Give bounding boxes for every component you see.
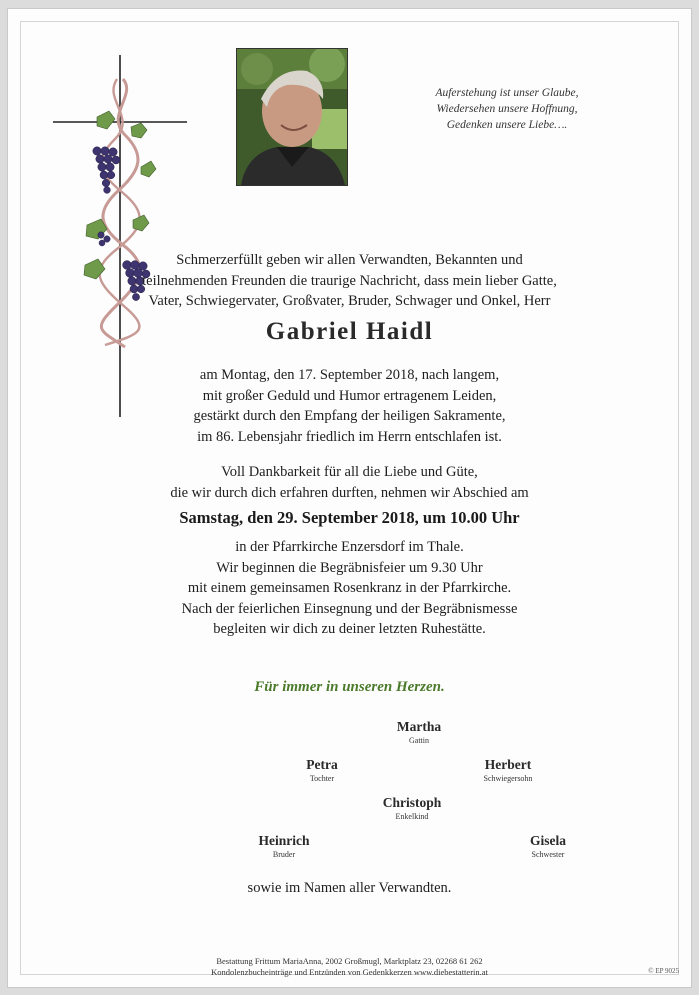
document-code: © EP 9025 xyxy=(648,967,679,975)
mourner-name: Herbert xyxy=(484,757,532,772)
mourner-name: Gisela xyxy=(530,833,566,848)
mourner-gisela xyxy=(478,833,618,859)
church-line: Nach der feierlichen Einsegnung und der Begräbnismesse xyxy=(181,600,518,617)
death-line: am Montag, den 17. September 2018, nach langem, xyxy=(199,367,500,383)
church-line: in der Pfarrkirche Enzersdorf im Thale. xyxy=(235,539,464,555)
mourner-heinrich xyxy=(214,833,354,859)
mourner-relation: Schwiegersohn xyxy=(483,774,533,783)
death-line: mit großer Geduld und Humor ertragenem Leiden, xyxy=(202,387,497,404)
mourner-relation: Schwester xyxy=(531,850,565,859)
portrait-photo xyxy=(236,48,348,186)
deceased-name: Gabriel Haidl xyxy=(265,318,434,345)
relatives-note: sowie im Namen aller Verwandten. xyxy=(247,880,452,896)
footer xyxy=(0,956,699,978)
mourner-martha xyxy=(349,719,489,745)
announcement-text xyxy=(0,250,699,312)
footer-website: Kondolenzbucheinträge und Entzünden von Gedenkkerzen www.diebestatterin.at xyxy=(211,967,488,977)
funeral-date: Samstag, den 29. September 2018, um 10.00 Uhr xyxy=(179,508,520,527)
footer-address: Bestattung Frittum MariaAnna, 2002 Großmugl, Marktplatz 23, 02268 61 262 xyxy=(216,956,483,966)
death-line: gestärkt durch den Empfang der heiligen Sakramente, xyxy=(193,408,506,424)
mourner-relation: Enkelkind xyxy=(395,812,429,821)
mourner-relation: Gattin xyxy=(409,736,429,745)
thanks-line: Voll Dankbarkeit für all die Liebe und Güte, xyxy=(221,464,478,480)
church-line: Wir beginnen die Begräbnisfeier um 9.30 Uhr xyxy=(216,559,483,576)
mourner-petra xyxy=(252,757,392,783)
mourner-christoph xyxy=(342,795,482,821)
motto-line: Wiedersehen unsere Hoffnung, xyxy=(436,103,578,115)
mourner-name: Martha xyxy=(396,719,442,734)
mourner-relation: Tochter xyxy=(309,774,335,783)
motto-line: Gedenken unsere Liebe…. xyxy=(446,119,568,131)
mourner-name: Christoph xyxy=(382,795,442,810)
announcement-line: Vater, Schwiegervater, Großvater, Bruder, Schwager und Onkel, Herr xyxy=(148,293,551,309)
portrait-image xyxy=(237,49,347,185)
mourner-herbert xyxy=(438,757,578,783)
church-line: begleiten wir dich zu deiner letzten Ruhestätte. xyxy=(213,621,486,637)
motto-line: Auferstehung ist unser Glaube, xyxy=(435,87,579,99)
thanks-line: die wir durch dich erfahren durften, nehmen wir Abschied am xyxy=(170,484,529,501)
thanks-text xyxy=(0,462,699,503)
church-text xyxy=(0,537,699,640)
death-line: im 86. Lebensjahr friedlich im Herrn entschlafen ist. xyxy=(197,428,502,445)
announcement-line: Schmerzerfüllt geben wir allen Verwandten, Bekannten und xyxy=(176,252,523,268)
mourner-relation: Bruder xyxy=(272,850,296,859)
death-text xyxy=(0,365,699,447)
church-line: mit einem gemeinsamen Rosenkranz in der Pfarrkirche. xyxy=(187,580,512,596)
motto xyxy=(402,85,612,133)
closing-phrase: Für immer in unseren Herzen. xyxy=(254,679,445,695)
mourner-name: Heinrich xyxy=(258,833,310,848)
announcement-line: teilnehmenden Freunden die traurige Nachricht, dass mein lieber Gatte, xyxy=(142,272,557,289)
mourner-name: Petra xyxy=(306,757,338,772)
